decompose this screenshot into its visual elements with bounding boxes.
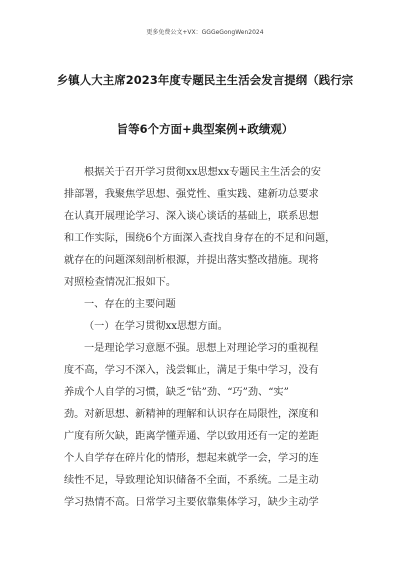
body-line: 续性不足，导致理论知识储备不全面，不系统。二是主动 <box>64 475 319 486</box>
body-line: 个人自学存在碎片化的情形，想起来就学一会，学习的连 <box>64 453 319 464</box>
body-line: 一是理论学习意愿不强。思想上对理论学习的重视程 <box>84 343 319 354</box>
body-line: 就存在的问题深刻剖析根源，并提出落实整改措施。现将 <box>64 255 319 266</box>
subsection-heading: （一）在学习贯彻xx思想方面。 <box>84 321 228 332</box>
document-title-line-1: 乡镇人大主席2023年度专题民主生活会发言提纲（践行宗 <box>56 73 354 87</box>
section-heading: 一、存在的主要问题 <box>84 299 176 310</box>
body-line: 广度有所欠缺，距离学懂弄通、学以致用还有一定的差距 <box>64 431 319 442</box>
body-line: 养成个人自学的习惯，缺乏“钻”劲、“巧”劲、“实” <box>64 387 289 398</box>
body-line: 对照检查情况汇报如下。 <box>64 277 177 288</box>
body-line: 劲。对新思想、新精神的理解和认识存在局限性，深度和 <box>64 409 319 420</box>
body-line: 度不高，学习不深入，浅尝辄止，满足于集中学习，没有 <box>64 365 319 376</box>
body-line: 根据关于召开学习贯彻xx思想xx专题民主生活会的安 <box>84 167 321 178</box>
document-title-line-2: 旨等6个方面+典型案例+政绩观） <box>116 122 294 136</box>
body-line: 排部署，我聚焦学思想、强党性、重实践、建新功总要求 <box>64 189 319 200</box>
body-line: 和工作实际，围绕6个方面深入查找自身存在的不足和问题， <box>64 233 336 244</box>
body-line: 在认真开展理论学习、深入谈心谈话的基础上，联系思想 <box>64 211 319 222</box>
body-line: 学习热情不高。日常学习主要依靠集体学习，缺少主动学 <box>64 497 319 508</box>
header-note: 更多免费公文+VX：GGGeGongWen2024 <box>146 29 264 36</box>
